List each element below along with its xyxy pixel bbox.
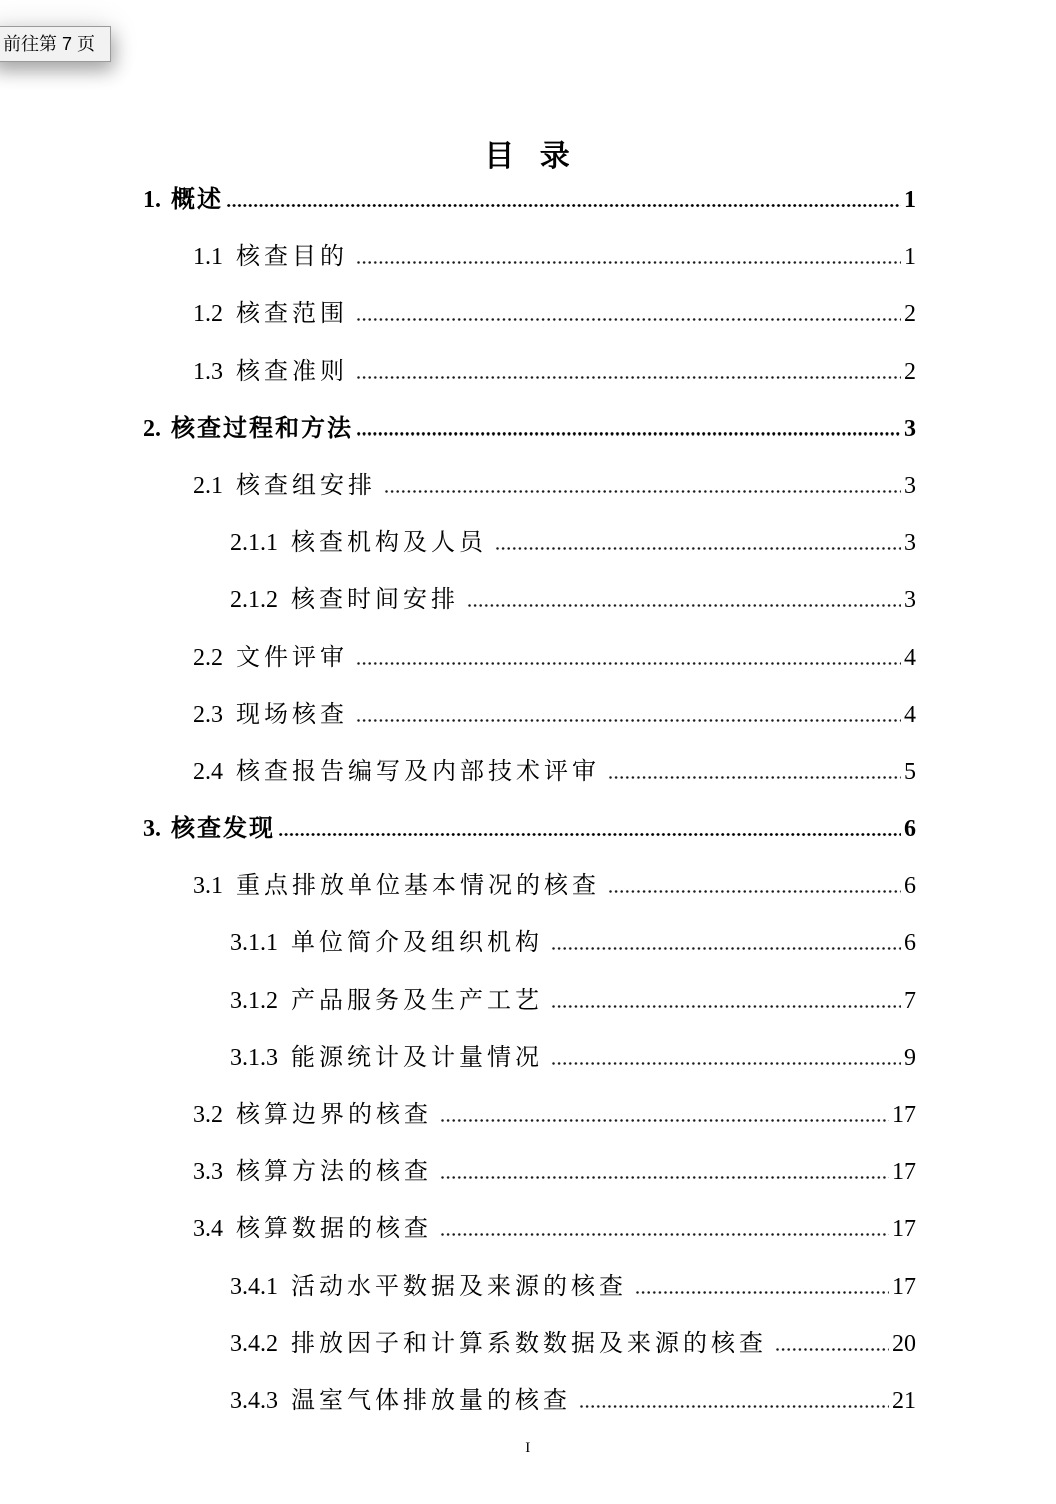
toc-entry-number: 2.2 bbox=[193, 644, 223, 671]
toc-leader-dots bbox=[636, 1291, 889, 1294]
toc-page-number: 2 bbox=[904, 358, 916, 385]
toc-list bbox=[143, 172, 916, 1430]
toc-page-number: 3 bbox=[904, 415, 916, 442]
toc-entry-title: 排放因子和计算系数数据及来源的核查 bbox=[291, 1330, 767, 1357]
toc-entry-number: 3.4.1 bbox=[230, 1273, 278, 1300]
toc-page-number: 3 bbox=[904, 530, 916, 557]
toc-leader-dots bbox=[357, 261, 901, 264]
toc-entry-title: 温室气体排放量的核查 bbox=[291, 1387, 571, 1414]
toc-page-number: 17 bbox=[892, 1273, 916, 1300]
toc-entry-number: 3.1 bbox=[193, 873, 223, 900]
toc-entry[interactable] bbox=[143, 344, 916, 401]
toc-entry[interactable] bbox=[143, 1030, 916, 1087]
toc-page-number: 4 bbox=[904, 701, 916, 728]
toc-entry-number: 1. bbox=[143, 187, 161, 213]
goto-page-tooltip: 前往第 7 页 bbox=[0, 26, 111, 62]
toc-entry-number: 2.1 bbox=[193, 472, 223, 499]
toc-page-number: 7 bbox=[904, 987, 916, 1014]
toc-heading: 目 录 bbox=[484, 140, 572, 173]
toc-entry[interactable] bbox=[143, 915, 916, 972]
toc-entry-number: 3.4.3 bbox=[230, 1387, 278, 1414]
toc-entry-title: 核查目的 bbox=[236, 244, 348, 271]
toc-leader-dots bbox=[441, 1176, 889, 1179]
toc-entry-title: 核查报告编写及内部技术评审 bbox=[236, 758, 600, 785]
toc-leader-dots bbox=[441, 1119, 889, 1122]
toc-page-number: 17 bbox=[892, 1159, 916, 1186]
toc-entry-title: 概述 bbox=[171, 187, 223, 213]
toc-entry-title: 核算边界的核查 bbox=[236, 1102, 432, 1128]
toc-entry[interactable] bbox=[143, 572, 916, 629]
toc-entry[interactable] bbox=[143, 744, 916, 801]
toc-leader-dots bbox=[357, 318, 901, 321]
toc-entry[interactable] bbox=[143, 858, 916, 915]
toc-entry-number: 1.1 bbox=[193, 244, 223, 271]
toc-page-number: 2 bbox=[904, 301, 916, 328]
toc-entry-title: 能源统计及计量情况 bbox=[291, 1044, 543, 1071]
toc-entry[interactable] bbox=[143, 286, 916, 343]
toc-entry-title: 单位简介及组织机构 bbox=[291, 930, 543, 957]
toc-entry[interactable] bbox=[143, 1259, 916, 1316]
footer-page-number: I bbox=[525, 1440, 531, 1456]
toc-leader-dots bbox=[227, 204, 901, 207]
toc-entry-number: 2.3 bbox=[193, 701, 223, 728]
toc-page-number: 6 bbox=[904, 816, 916, 843]
toc-entry[interactable] bbox=[143, 458, 916, 515]
toc-leader-dots bbox=[552, 1005, 901, 1008]
toc-entry-number: 2.1.1 bbox=[230, 530, 278, 557]
toc-leader-dots bbox=[496, 547, 901, 550]
toc-entry-number: 3.1.1 bbox=[230, 930, 278, 957]
toc-entry-title: 重点排放单位基本情况的核查 bbox=[236, 873, 600, 900]
toc-page-number: 17 bbox=[892, 1216, 916, 1243]
toc-entry-number: 3.4.2 bbox=[230, 1330, 278, 1357]
toc-entry[interactable] bbox=[143, 229, 916, 286]
toc-page-number: 21 bbox=[892, 1387, 916, 1414]
toc-page-number: 1 bbox=[904, 244, 916, 271]
toc-entry[interactable] bbox=[143, 401, 916, 458]
toc-leader-dots bbox=[357, 376, 901, 379]
toc-leader-dots bbox=[609, 776, 901, 779]
toc-leader-dots bbox=[357, 719, 901, 722]
toc-entry[interactable] bbox=[143, 515, 916, 572]
toc-entry-number: 3.2 bbox=[193, 1102, 223, 1128]
toc-entry-number: 1.2 bbox=[193, 301, 223, 328]
toc-leader-dots bbox=[357, 662, 901, 665]
toc-entry-title: 核查范围 bbox=[236, 301, 348, 328]
toc-entry[interactable] bbox=[143, 630, 916, 687]
toc-entry-title: 核查时间安排 bbox=[291, 587, 459, 614]
toc-page-number: 1 bbox=[904, 187, 916, 213]
toc-entry-title: 核算方法的核查 bbox=[236, 1159, 432, 1186]
toc-leader-dots bbox=[468, 604, 901, 607]
toc-entry-number: 2. bbox=[143, 415, 161, 442]
toc-entry[interactable] bbox=[143, 973, 916, 1030]
toc-leader-dots bbox=[776, 1348, 889, 1351]
toc-entry-title: 核查发现 bbox=[171, 816, 275, 843]
toc-entry-number: 2.4 bbox=[193, 758, 223, 785]
toc-entry-number: 3.1.3 bbox=[230, 1044, 278, 1071]
toc-leader-dots bbox=[552, 1062, 901, 1065]
toc-entry-number: 3.3 bbox=[193, 1159, 223, 1186]
toc-entry[interactable] bbox=[143, 687, 916, 744]
toc-entry-number: 2.1.2 bbox=[230, 587, 278, 614]
toc-leader-dots bbox=[357, 432, 901, 435]
toc-entry-title: 文件评审 bbox=[236, 644, 348, 671]
toc-entry-number: 3.4 bbox=[193, 1216, 223, 1243]
toc-entry[interactable] bbox=[143, 1201, 916, 1258]
toc-page-number: 3 bbox=[904, 472, 916, 499]
toc-entry-title: 现场核查 bbox=[236, 701, 348, 728]
toc-leader-dots bbox=[552, 947, 901, 950]
toc-entry[interactable] bbox=[143, 1144, 916, 1201]
toc-entry-title: 核查机构及人员 bbox=[291, 530, 487, 557]
toc-leader-dots bbox=[580, 1405, 889, 1408]
toc-entry[interactable] bbox=[143, 1373, 916, 1430]
toc-entry-number: 3. bbox=[143, 816, 161, 843]
toc-page-number: 9 bbox=[904, 1044, 916, 1071]
toc-page-number: 17 bbox=[892, 1102, 916, 1128]
toc-entry-title: 核查过程和方法 bbox=[171, 415, 353, 442]
toc-page-number: 3 bbox=[904, 587, 916, 614]
toc-page-number: 20 bbox=[892, 1330, 916, 1357]
toc-entry-number: 3.1.2 bbox=[230, 987, 278, 1014]
toc-page-number: 4 bbox=[904, 644, 916, 671]
toc-page-number: 6 bbox=[904, 930, 916, 957]
toc-leader-dots bbox=[441, 1233, 889, 1236]
toc-entry[interactable] bbox=[143, 1087, 916, 1144]
toc-leader-dots bbox=[609, 890, 901, 893]
toc-entry[interactable] bbox=[143, 801, 916, 858]
toc-entry-title: 核算数据的核查 bbox=[236, 1216, 432, 1243]
toc-entry-title: 核查准则 bbox=[236, 358, 348, 385]
toc-leader-dots bbox=[279, 833, 901, 836]
toc-entry[interactable] bbox=[143, 1316, 916, 1373]
toc-entry-title: 活动水平数据及来源的核查 bbox=[291, 1273, 627, 1300]
toc-entry-number: 1.3 bbox=[193, 358, 223, 385]
toc-page-number: 5 bbox=[904, 758, 916, 785]
toc-page-number: 6 bbox=[904, 873, 916, 900]
toc-entry[interactable] bbox=[143, 172, 916, 229]
toc-entry-title: 产品服务及生产工艺 bbox=[291, 987, 543, 1014]
toc-leader-dots bbox=[385, 490, 901, 493]
toc-entry-title: 核查组安排 bbox=[236, 472, 376, 499]
